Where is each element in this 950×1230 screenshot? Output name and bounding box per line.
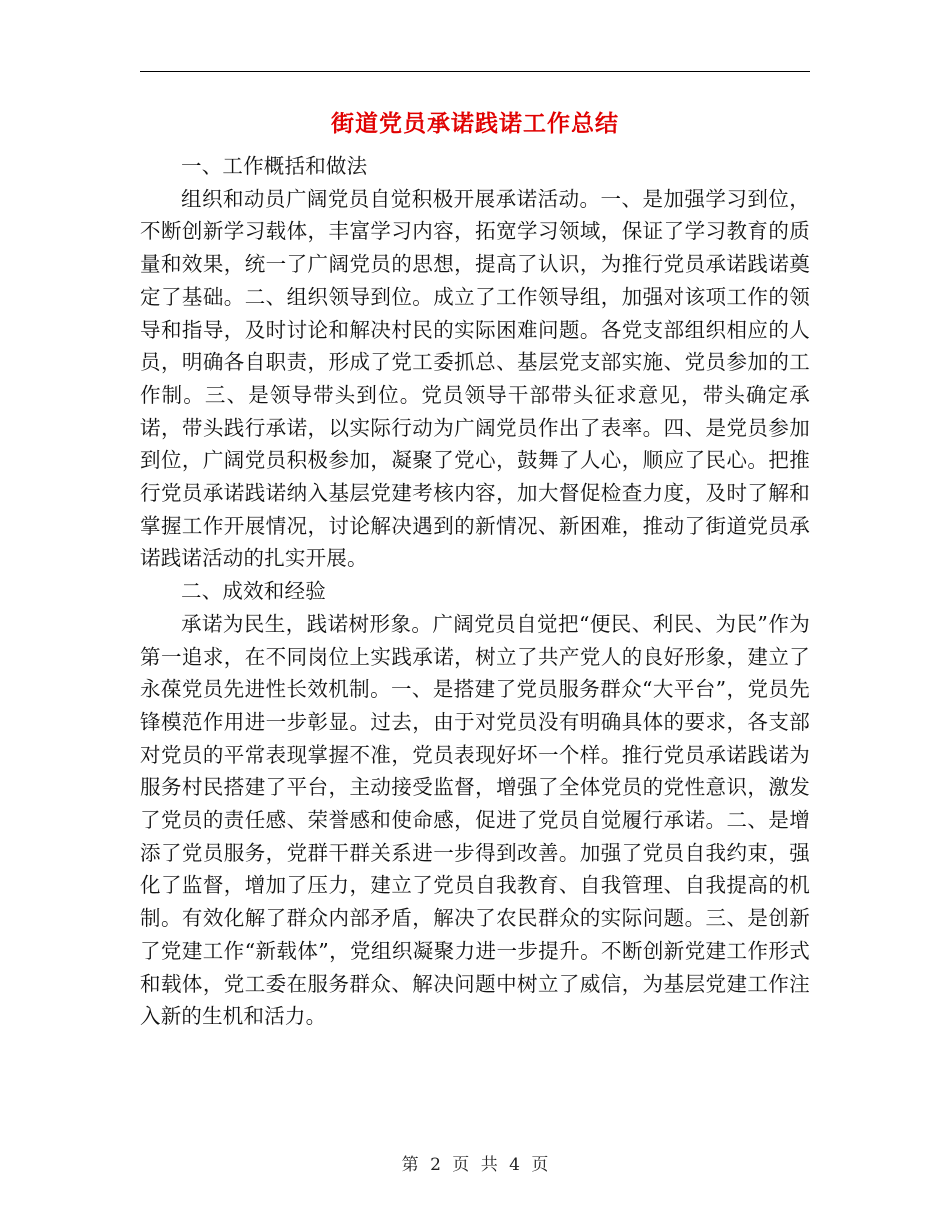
document-title: 街道党员承诺践诺工作总结 bbox=[331, 110, 619, 137]
document-body bbox=[140, 150, 810, 1033]
header-rule bbox=[140, 71, 810, 72]
section-heading-2: 二、成效和经验 bbox=[181, 579, 326, 604]
page-number-footer: 第 2 页 共 4 页 bbox=[401, 1155, 549, 1175]
section-paragraph-2: 承诺为民生，践诺树形象。广阔党员自觉把“便民、利民、为民”作为第一追求，在不同岗位上实践承诺，树立了共产党人的良好形象，建立了永葆党员先进性长效机制。一、是搭建了党员服务群众“大平台”，党员先锋模范作用进一步彰显。过去，由于对党员没有明确具体的要求，各支部对党员的平常表现掌握不准，党员表现好坏一个样。推行党员承诺践诺为服务村民搭建了平台，主动接受监督，增强了全体党员的党性意识，激发了党员的责任感、荣誉感和使命感，促进了党员自觉履行承诺。二、是增添了党员服务，党群干群关系进一步得到改善。加强了党员自我约束，强化了监督，增加了压力，建立了党员自我教育、自我管理、自我提高的机制。有效化解了群众内部矛盾，解决了农民群众的实际问题。三、是创新了党建工作“新载体”，党组织凝聚力进一步提升。不断创新党建工作形式和载体，党工委在服务群众、解决问题中树立了威信，为基层党建工作注入新的生机和活力。 bbox=[140, 611, 810, 1029]
section-paragraph-1: 组织和动员广阔党员自觉积极开展承诺活动。一、是加强学习到位，不断创新学习载体，丰富学习内容，拓宽学习领域，保证了学习教育的质量和效果，统一了广阔党员的思想，提高了认识，为推行党员承诺践诺奠定了基础。二、组织领导到位。成立了工作领导组，加强对该项工作的领导和指导，及时讨论和解决村民的实际困难问题。各党支部组织相应的人员，明确各自职责，形成了党工委抓总、基层党支部实施、党员参加的工作制。三、是领导带头到位。党员领导干部带头征求意见，带头确定承诺，带头践行承诺，以实际行动为广阔党员作出了表率。四、是党员参加到位，广阔党员积极参加，凝聚了党心，鼓舞了人心，顺应了民心。把推行党员承诺践诺纳入基层党建考核内容，加大督促检查力度，及时了解和掌握工作开展情况，讨论解决遇到的新情况、新困难，推动了街道党员承诺践诺活动的扎实开展。 bbox=[140, 186, 810, 571]
section-heading-1: 一、工作概括和做法 bbox=[181, 154, 368, 178]
